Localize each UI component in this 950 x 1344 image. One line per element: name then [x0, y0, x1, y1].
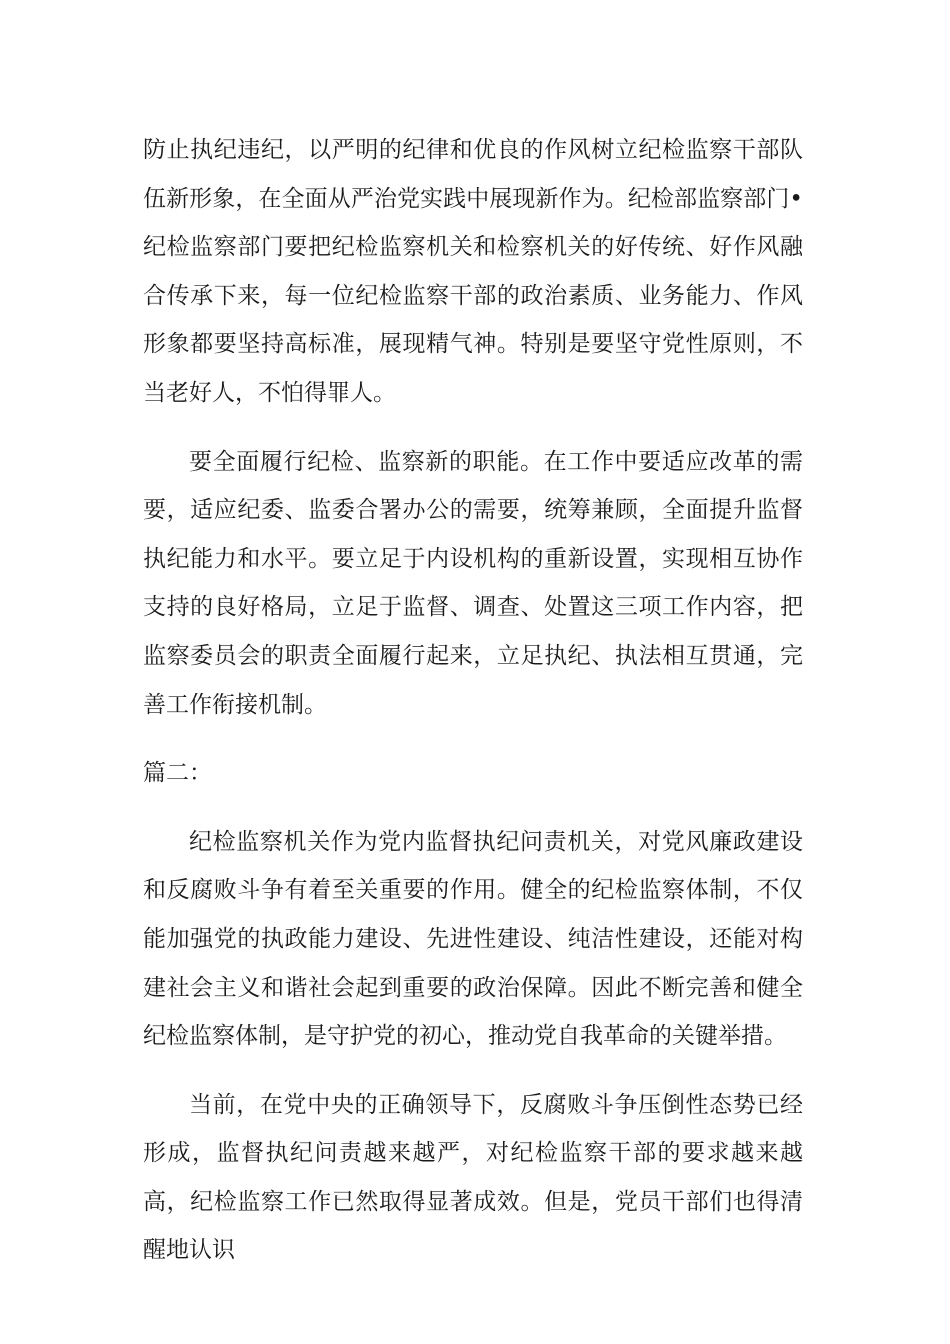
- paragraph-continued: 防止执纪违纪，以严明的纪律和优良的作风树立纪检监察干部队伍新形象，在全面从严治党实践中展现新作为。纪检部监察部门•纪检监察部门要把纪检监察机关和检察机关的好传统、好作风融合传承下来，每一位纪检监察干部的政治素质、业务能力、作风形象都要坚持高标准，展现精气神。特别是要坚守党性原则，不当老好人，不怕得罪人。: [143, 137, 803, 406]
- paragraph-duties: 要全面履行纪检、监察新的职能。在工作中要适应改革的需要，适应纪委、监委合署办公的需要，统筹兼顾，全面提升监督执纪能力和水平。要立足于内设机构的重新设置，实现相互协作支持的良好格局，立足于监督、调查、处置这三项工作内容，把监察委员会的职责全面履行起来，立足执纪、执法相互贯通，完善工作衔接机制。: [143, 448, 803, 718]
- document-body: [143, 126, 803, 1295]
- paragraph-current: 当前，在党中央的正确领导下，反腐败斗争压倒性态势已经形成，监督执纪问责越来越严，对纪检监察干部的要求越来越高，纪检监察工作已然取得显著成效。但是，党员干部们也得清醒地认识: [143, 1091, 803, 1264]
- section-heading: 篇二：: [143, 760, 212, 787]
- paragraph-role: 纪检监察机关作为党内监督执纪问责机关，对党风廉政建设和反腐败斗争有着至关重要的作用。健全的纪检监察体制，不仅能加强党的执政能力建设、先进性建设、纯洁性建设，还能对构建社会主义和谐社会起到重要的政治保障。因此不断完善和健全纪检监察体制，是守护党的初心，推动党自我革命的关键举措。: [143, 828, 803, 1050]
